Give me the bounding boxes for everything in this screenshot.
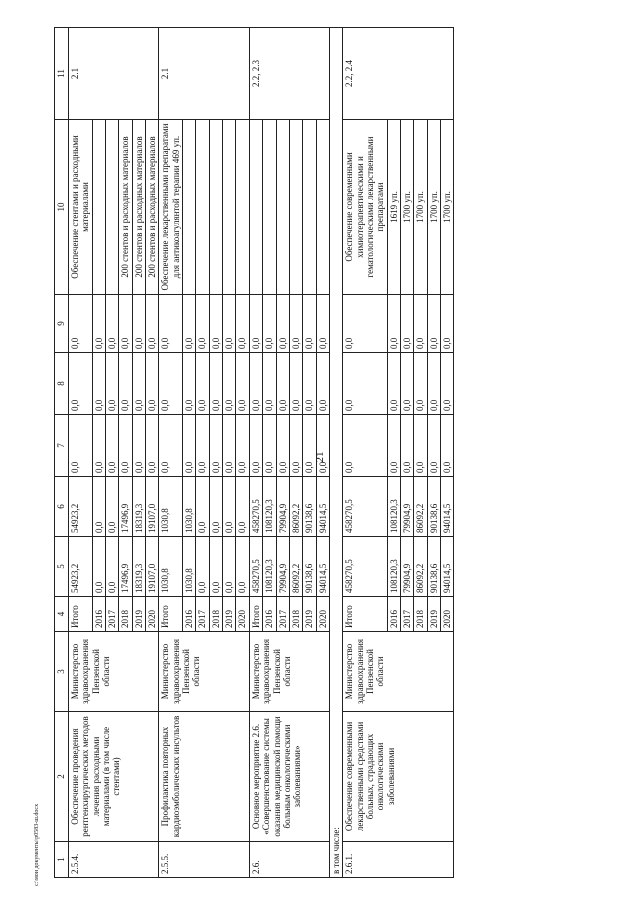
activity-number: 2.5.4. bbox=[69, 842, 159, 878]
regional-budget: 0,0 bbox=[223, 477, 236, 537]
total-amount: 54923,2 bbox=[69, 537, 93, 597]
total-amount: 458270,5 bbox=[249, 537, 262, 597]
extra-budget: 0,0 bbox=[209, 295, 222, 353]
activity-name: Обеспечение современными лекарственными средствами больных, страдающих онкологическими заболеваниями bbox=[343, 712, 454, 842]
local-budget: 0,0 bbox=[289, 353, 302, 415]
local-budget: 0,0 bbox=[427, 353, 440, 415]
expected-result: Обеспечение лекарственными препаратами для антикоагулянтой терапии 469 уп. bbox=[159, 120, 183, 295]
local-budget: 0,0 bbox=[92, 353, 105, 415]
total-amount: 108120,3 bbox=[263, 537, 276, 597]
program-activities-table bbox=[54, 27, 454, 878]
year-cell: 2017 bbox=[276, 597, 289, 632]
local-budget: 0,0 bbox=[183, 353, 196, 415]
year-cell: 2018 bbox=[414, 597, 427, 632]
federal-budget: 0,0 bbox=[209, 415, 222, 477]
local-budget: 0,0 bbox=[159, 353, 183, 415]
expected-result bbox=[223, 120, 236, 295]
federal-budget: 0,0 bbox=[414, 415, 427, 477]
extra-budget: 0,0 bbox=[276, 295, 289, 353]
regional-budget: 0,0 bbox=[106, 477, 119, 537]
federal-budget: 0,0 bbox=[289, 415, 302, 477]
federal-budget: 0,0 bbox=[276, 415, 289, 477]
expected-result bbox=[263, 120, 276, 295]
expected-result bbox=[276, 120, 289, 295]
activity-name: Профилактика повторных кардиоэмболических инсультов bbox=[159, 712, 249, 842]
total-amount: 0,0 bbox=[223, 537, 236, 597]
expected-result bbox=[289, 120, 302, 295]
year-cell: 2018 bbox=[209, 597, 222, 632]
table-row bbox=[343, 28, 387, 878]
local-budget: 0,0 bbox=[119, 353, 132, 415]
extra-budget: 0,0 bbox=[196, 295, 209, 353]
total-amount: 79904,9 bbox=[400, 537, 413, 597]
expected-result: 1619 уп. bbox=[387, 120, 400, 295]
extra-budget: 0,0 bbox=[249, 295, 262, 353]
expected-result bbox=[249, 120, 262, 295]
local-budget: 0,0 bbox=[440, 353, 453, 415]
expected-result bbox=[92, 120, 105, 295]
federal-budget: 0,0 bbox=[316, 415, 329, 477]
regional-budget: 86092,2 bbox=[414, 477, 427, 537]
indicator-reference: 2.2, 2.4 bbox=[343, 28, 454, 120]
indicator-reference: 2.2, 2.3 bbox=[249, 28, 329, 120]
local-budget: 0,0 bbox=[249, 353, 262, 415]
extra-budget: 0,0 bbox=[223, 295, 236, 353]
year-cell: 2019 bbox=[427, 597, 440, 632]
expected-result bbox=[183, 120, 196, 295]
regional-budget: 108120,3 bbox=[263, 477, 276, 537]
year-cell: Итого bbox=[159, 597, 183, 632]
table-row bbox=[69, 28, 93, 878]
total-amount: 1030,8 bbox=[183, 537, 196, 597]
expected-result: 200 стентов и расходных материалов bbox=[146, 120, 159, 295]
expected-result: Обеспечение современными химиотерапевтическими и гематологическими лекарственными препаратами bbox=[343, 120, 387, 295]
total-amount: 86092,2 bbox=[414, 537, 427, 597]
year-cell: 2016 bbox=[387, 597, 400, 632]
federal-budget: 0,0 bbox=[146, 415, 159, 477]
year-cell: 2018 bbox=[289, 597, 302, 632]
total-amount: 0,0 bbox=[209, 537, 222, 597]
column-number-8: 8 bbox=[55, 353, 69, 415]
extra-budget: 0,0 bbox=[414, 295, 427, 353]
local-budget: 0,0 bbox=[414, 353, 427, 415]
executor: Министерство здравоохранения Пензенской области bbox=[343, 632, 454, 712]
extra-budget: 0,0 bbox=[132, 295, 145, 353]
federal-budget: 0,0 bbox=[106, 415, 119, 477]
total-amount: 90138,6 bbox=[303, 537, 316, 597]
footer-file-path: c:\мои документы\p0583-ш.docx bbox=[34, 803, 40, 886]
local-budget: 0,0 bbox=[223, 353, 236, 415]
year-cell: 2020 bbox=[440, 597, 453, 632]
extra-budget: 0,0 bbox=[263, 295, 276, 353]
page-number: 21 bbox=[314, 451, 326, 463]
regional-budget: 90138,6 bbox=[303, 477, 316, 537]
column-number-1: 1 bbox=[55, 842, 69, 878]
expected-result: 1700 уп. bbox=[440, 120, 453, 295]
year-cell: 2016 bbox=[263, 597, 276, 632]
regional-budget: 90138,6 bbox=[427, 477, 440, 537]
total-amount: 0,0 bbox=[236, 537, 249, 597]
extra-budget: 0,0 bbox=[106, 295, 119, 353]
column-number-7: 7 bbox=[55, 415, 69, 477]
federal-budget: 0,0 bbox=[440, 415, 453, 477]
expected-result: 1700 уп. bbox=[427, 120, 440, 295]
year-cell: 2016 bbox=[92, 597, 105, 632]
extra-budget: 0,0 bbox=[159, 295, 183, 353]
regional-budget: 1030,8 bbox=[183, 477, 196, 537]
local-budget: 0,0 bbox=[69, 353, 93, 415]
column-number-6: 6 bbox=[55, 477, 69, 537]
total-amount: 17496,9 bbox=[119, 537, 132, 597]
local-budget: 0,0 bbox=[196, 353, 209, 415]
extra-budget: 0,0 bbox=[289, 295, 302, 353]
total-amount: 1030,8 bbox=[159, 537, 183, 597]
extra-budget: 0,0 bbox=[316, 295, 329, 353]
regional-budget: 1030,8 bbox=[159, 477, 183, 537]
regional-budget: 17496,9 bbox=[119, 477, 132, 537]
total-amount: 19107,0 bbox=[146, 537, 159, 597]
year-cell: 2017 bbox=[106, 597, 119, 632]
local-budget: 0,0 bbox=[263, 353, 276, 415]
total-amount: 94014,5 bbox=[316, 537, 329, 597]
activity-name: Обеспечение проведения рентгенхирургических методов лечения расходными материалами (в том числе стентами) bbox=[69, 712, 159, 842]
activity-number: 2.6.1. bbox=[343, 842, 454, 878]
rotated-page-content bbox=[54, 28, 586, 878]
executor: Министерство здравоохранения Пензенской области bbox=[249, 632, 329, 712]
regional-budget: 79904,9 bbox=[276, 477, 289, 537]
extra-budget: 0,0 bbox=[69, 295, 93, 353]
regional-budget: 458270,5 bbox=[249, 477, 262, 537]
local-budget: 0,0 bbox=[146, 353, 159, 415]
table-row bbox=[249, 28, 262, 878]
expected-result: 1700 уп. bbox=[400, 120, 413, 295]
indicator-reference: 2.1 bbox=[159, 28, 249, 120]
year-cell: 2020 bbox=[146, 597, 159, 632]
local-budget: 0,0 bbox=[236, 353, 249, 415]
local-budget: 0,0 bbox=[106, 353, 119, 415]
expected-result bbox=[209, 120, 222, 295]
regional-budget: 458270,5 bbox=[343, 477, 387, 537]
activity-number: 2.5.5. bbox=[159, 842, 249, 878]
year-cell: 2019 bbox=[303, 597, 316, 632]
regional-budget: 79904,9 bbox=[400, 477, 413, 537]
regional-budget: 18319,3 bbox=[132, 477, 145, 537]
extra-budget: 0,0 bbox=[400, 295, 413, 353]
regional-budget: 94014,5 bbox=[316, 477, 329, 537]
expected-result: 1700 уп. bbox=[414, 120, 427, 295]
extra-budget: 0,0 bbox=[427, 295, 440, 353]
indicator-reference: 2.1 bbox=[69, 28, 159, 120]
expected-result bbox=[106, 120, 119, 295]
expected-result bbox=[316, 120, 329, 295]
local-budget: 0,0 bbox=[303, 353, 316, 415]
regional-budget: 108120,3 bbox=[387, 477, 400, 537]
column-number-2: 2 bbox=[55, 712, 69, 842]
year-cell: 2020 bbox=[316, 597, 329, 632]
extra-budget: 0,0 bbox=[303, 295, 316, 353]
local-budget: 0,0 bbox=[316, 353, 329, 415]
regional-budget: 0,0 bbox=[196, 477, 209, 537]
total-amount: 0,0 bbox=[196, 537, 209, 597]
column-number-9: 9 bbox=[55, 295, 69, 353]
expected-result bbox=[236, 120, 249, 295]
column-number-3: 3 bbox=[55, 632, 69, 712]
year-cell: 2019 bbox=[223, 597, 236, 632]
extra-budget: 0,0 bbox=[343, 295, 387, 353]
column-number-11: 11 bbox=[55, 28, 69, 120]
executor: Министерство здравоохранения Пензенской области bbox=[159, 632, 249, 712]
federal-budget: 0,0 bbox=[387, 415, 400, 477]
extra-budget: 0,0 bbox=[183, 295, 196, 353]
extra-budget: 0,0 bbox=[92, 295, 105, 353]
regional-budget: 0,0 bbox=[92, 477, 105, 537]
year-cell: Итого bbox=[249, 597, 262, 632]
extra-budget: 0,0 bbox=[387, 295, 400, 353]
regional-budget: 0,0 bbox=[236, 477, 249, 537]
expected-result: 200 стентов и расходных материалов bbox=[132, 120, 145, 295]
federal-budget: 0,0 bbox=[223, 415, 236, 477]
expected-result bbox=[196, 120, 209, 295]
extra-budget: 0,0 bbox=[146, 295, 159, 353]
regional-budget: 94014,5 bbox=[440, 477, 453, 537]
federal-budget: 0,0 bbox=[400, 415, 413, 477]
year-cell: 2019 bbox=[132, 597, 145, 632]
regional-budget: 54923,2 bbox=[69, 477, 93, 537]
federal-budget: 0,0 bbox=[303, 415, 316, 477]
total-amount: 108120,3 bbox=[387, 537, 400, 597]
year-cell: Итого bbox=[69, 597, 93, 632]
federal-budget: 0,0 bbox=[92, 415, 105, 477]
federal-budget: 0,0 bbox=[343, 415, 387, 477]
activity-name: Основное мероприятие 2.6. «Совершенствование системы оказания медицинской помощи больным онкологическими заболеваниями» bbox=[249, 712, 329, 842]
federal-budget: 0,0 bbox=[69, 415, 93, 477]
table-body bbox=[69, 28, 454, 878]
local-budget: 0,0 bbox=[276, 353, 289, 415]
subheading-label: в том числе: bbox=[329, 28, 342, 878]
extra-budget: 0,0 bbox=[119, 295, 132, 353]
extra-budget: 0,0 bbox=[236, 295, 249, 353]
regional-budget: 0,0 bbox=[209, 477, 222, 537]
year-cell: 2017 bbox=[196, 597, 209, 632]
regional-budget: 19107,0 bbox=[146, 477, 159, 537]
federal-budget: 0,0 bbox=[236, 415, 249, 477]
federal-budget: 0,0 bbox=[263, 415, 276, 477]
federal-budget: 0,0 bbox=[196, 415, 209, 477]
year-cell: 2018 bbox=[119, 597, 132, 632]
activity-number: 2.6. bbox=[249, 842, 329, 878]
total-amount: 90138,6 bbox=[427, 537, 440, 597]
year-cell: 2016 bbox=[183, 597, 196, 632]
total-amount: 458270,5 bbox=[343, 537, 387, 597]
column-number-row bbox=[55, 28, 69, 878]
extra-budget: 0,0 bbox=[440, 295, 453, 353]
executor: Министерство здравоохранения Пензенской области bbox=[69, 632, 159, 712]
year-cell: 2017 bbox=[400, 597, 413, 632]
local-budget: 0,0 bbox=[343, 353, 387, 415]
local-budget: 0,0 bbox=[400, 353, 413, 415]
expected-result: 200 стентов и расходных материалов bbox=[119, 120, 132, 295]
column-number-10: 10 bbox=[55, 120, 69, 295]
year-cell: 2020 bbox=[236, 597, 249, 632]
total-amount: 86092,2 bbox=[289, 537, 302, 597]
local-budget: 0,0 bbox=[209, 353, 222, 415]
table-row bbox=[159, 28, 183, 878]
column-number-4: 4 bbox=[55, 597, 69, 632]
total-amount: 0,0 bbox=[92, 537, 105, 597]
subheading-row bbox=[329, 28, 342, 878]
total-amount: 79904,9 bbox=[276, 537, 289, 597]
federal-budget: 0,0 bbox=[427, 415, 440, 477]
local-budget: 0,0 bbox=[387, 353, 400, 415]
federal-budget: 0,0 bbox=[132, 415, 145, 477]
total-amount: 18319,3 bbox=[132, 537, 145, 597]
expected-result: Обеспечение стентами и расходными материалами bbox=[69, 120, 93, 295]
federal-budget: 0,0 bbox=[119, 415, 132, 477]
expected-result bbox=[303, 120, 316, 295]
federal-budget: 0,0 bbox=[183, 415, 196, 477]
regional-budget: 86092,2 bbox=[289, 477, 302, 537]
total-amount: 94014,5 bbox=[440, 537, 453, 597]
total-amount: 0,0 bbox=[106, 537, 119, 597]
local-budget: 0,0 bbox=[132, 353, 145, 415]
federal-budget: 0,0 bbox=[159, 415, 183, 477]
year-cell: Итого bbox=[343, 597, 387, 632]
column-number-5: 5 bbox=[55, 537, 69, 597]
federal-budget: 0,0 bbox=[249, 415, 262, 477]
